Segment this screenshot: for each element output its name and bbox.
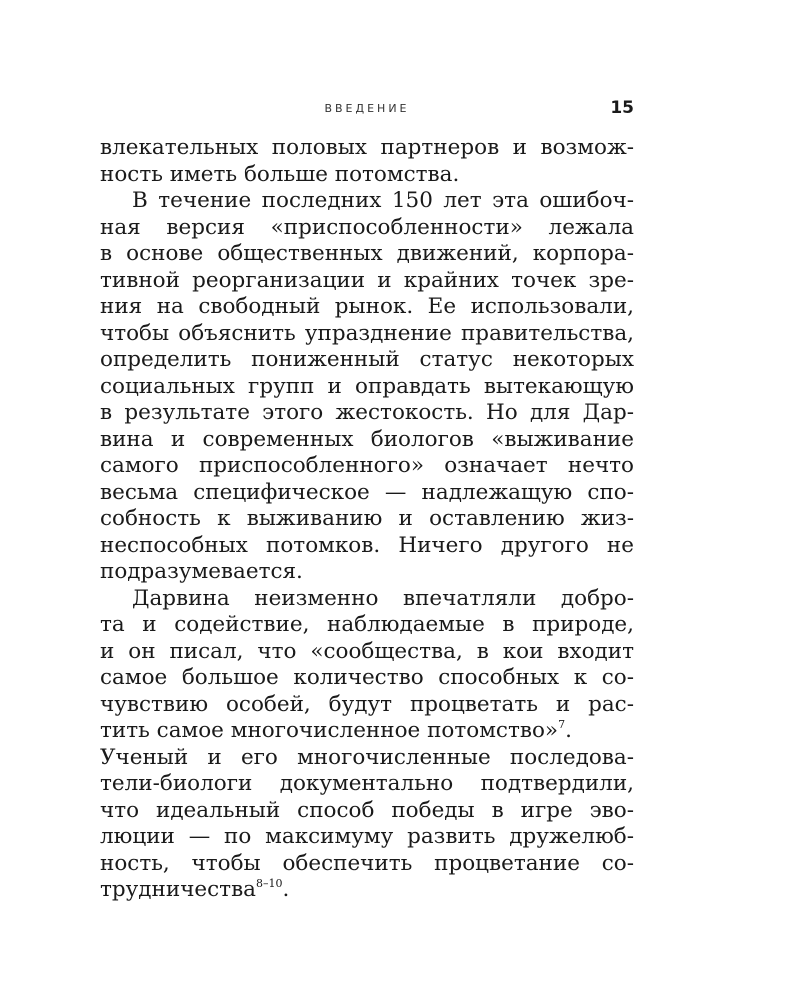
text-line: Дарвина неизменно впечатляли добро-	[132, 585, 634, 611]
text-line: неспособных потомков. Ничего другого не	[100, 532, 634, 558]
paragraph	[100, 188, 634, 586]
text-line: самое большое количество способных к со-	[100, 665, 634, 690]
footnote-reference: 7	[558, 718, 566, 731]
line-text: тить самое многочисленное потомство»	[100, 718, 559, 743]
text-line: что идеальный способ победы в игре эво-	[100, 797, 634, 823]
text-line: влекательных половых партнеров и возмож-	[100, 135, 634, 160]
text-line: люции — по максимуму развить дружелюб-	[100, 824, 634, 849]
text-line: определить пониженный статус некоторых	[100, 347, 634, 372]
text-line: собность к выживанию и оставлению жиз-	[100, 506, 634, 531]
text-line: тивной реорганизации и крайних точек зре-	[100, 267, 634, 293]
text-line: подразумевается.	[100, 559, 303, 584]
text-line: социальных групп и оправдать вытекающую	[100, 373, 634, 399]
text-line: та и содействие, наблюдаемые в природе,	[100, 612, 634, 637]
text-line: самого приспособленного» означает нечто	[100, 453, 634, 478]
footnote-reference: 8–10	[256, 877, 283, 890]
text-line: ность иметь больше потомства.	[100, 161, 460, 187]
paragraph	[100, 586, 634, 904]
text-line: ная версия «приспособленности» лежала	[100, 214, 634, 240]
text-line: В течение последних 150 лет эта ошибоч-	[132, 188, 634, 213]
text-line	[100, 718, 634, 745]
page-number: 15	[610, 98, 634, 118]
text-line: вина и современных биологов «выживание	[100, 426, 634, 452]
paragraph	[100, 135, 634, 188]
text-line: тели-биологи документально подтвердили,	[100, 771, 634, 796]
line-text: трудничества	[100, 877, 257, 902]
running-head	[100, 100, 634, 124]
text-line: Ученый и его многочисленные последова-	[100, 744, 634, 770]
text-line: чтобы объяснить упразднение правительства,	[100, 320, 634, 346]
text-line: весьма специфическое — надлежащую спо-	[100, 479, 634, 505]
text-line: в основе общественных движений, корпора-	[100, 241, 634, 266]
line-punctuation: .	[282, 877, 290, 902]
text-line: ния на свободный рынок. Ее использовали,	[100, 294, 634, 319]
text-line: ность, чтобы обеспечить процветание со-	[100, 850, 634, 876]
text-line: и он писал, что «сообщества, в кои входит	[100, 638, 634, 664]
text-line: чувствию особей, будут процветать и рас-	[100, 691, 634, 717]
body-text	[100, 135, 634, 904]
section-title: ВВЕДЕНИЕ	[324, 102, 410, 115]
text-line	[100, 877, 634, 904]
text-line: в результате этого жестокость. Но для Дар-	[100, 400, 634, 425]
line-punctuation: .	[565, 718, 572, 743]
